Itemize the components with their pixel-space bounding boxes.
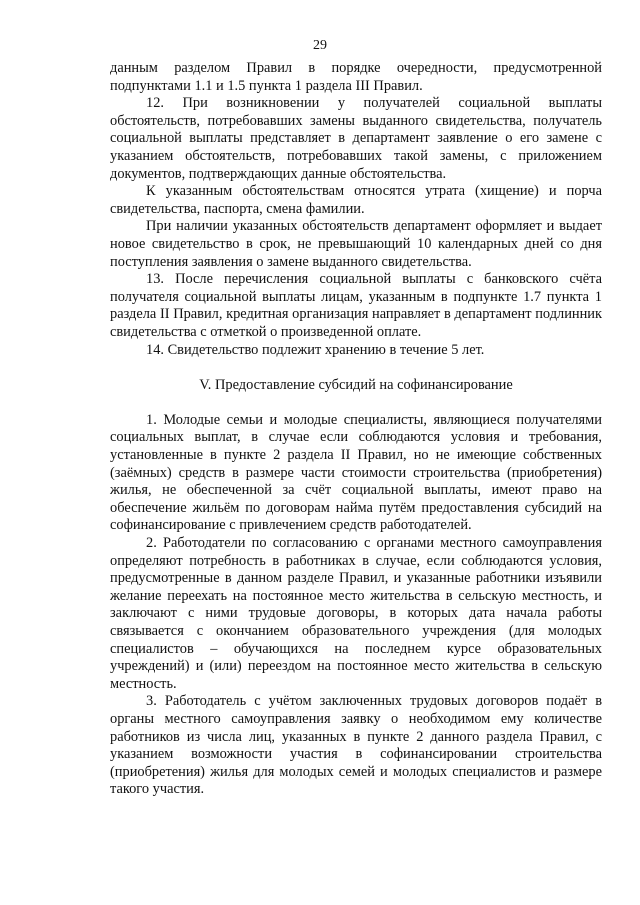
page-number: 29 (313, 38, 327, 53)
document-body (110, 60, 602, 799)
paragraph-12: 12. При возникновении у получателей социальной выплаты обстоятельств, потребовавших замены выданного свидетельства, получатель социальной выплаты представляет в департамент заявление о его замене с указанием обстоятельств, потребовавших такой замены, с приложением документов, подтверждающих данные обстоятельства. (110, 95, 602, 182)
top-paragraphs (110, 60, 602, 359)
spacer (110, 394, 602, 412)
paragraph-14: 14. Свидетельство подлежит хранению в течение 5 лет. (146, 341, 485, 358)
paragraph-circumstances: К указанным обстоятельствам относятся утрата (хищение) и порча свидетельства, паспорта, смена фамилии. (110, 183, 602, 217)
bottom-paragraphs (110, 412, 602, 799)
paragraph-v-3: 3. Работодатель с учётом заключенных трудовых договоров подаёт в органы местного самоуправления заявку о необходимом ему количестве работников из числа лиц, указанных в пункте 2 данного раздела Правил, с указанием возможности участия в софинансировании строительства (приобретения) жилья для молодых семей и молодых специалистов и размере такого участия. (110, 693, 602, 798)
paragraph-v-1: 1. Молодые семьи и молодые специалисты, являющиеся получателями социальных выплат, в случае если соблюдаются условия и требования, установленные в пункте 2 раздела II Правил, но не имеющие собственных (заёмных) средств в размере части стоимости строительства (приобретения) жилья, не обеспеченной за счёт социальной выплаты, имеют право на обеспечение жильём по договорам найма путём предоставления субсидий на софинансирование с привлечением средств работодателей. (110, 411, 602, 534)
paragraph-13: 13. После перечисления социальной выплаты с банковского счёта получателя социальной выплаты лицам, указанным в подпункте 1.7 пункта 1 раздела II Правил, кредитная организация направляет в департамент подлинник свидетельства с отметкой о произведенной оплате. (110, 271, 602, 340)
spacer (110, 359, 602, 377)
paragraph-new-certificate: При наличии указанных обстоятельств департамент оформляет и выдает новое свидетельство в срок, не превышающий 10 календарных дней со дня поступления заявления о замене выданного свидетельства. (110, 218, 602, 270)
paragraph-continuation: данным разделом Правил в порядке очередности, предусмотренной подпунктами 1.1 и 1.5 пункта 1 раздела III Правил. (110, 60, 602, 94)
paragraph-v-2: 2. Работодатели по согласованию с органами местного самоуправления определяют потребность в работниках в случае, если соблюдаются условия, предусмотренные в данном разделе Правил, и указанные работники изъявили желание переехать на постоянное место жительства в сельскую местность, и заключают с ними трудовые договоры, в которых дата начала работы связывается с окончанием образовательного учреждения (для молодых специалистов – обучающихся на последнем курсе образовательных учреждений) и (или) переездом на постоянное место жительства в сельскую местность. (110, 535, 602, 692)
section-heading: V. Предоставление субсидий на софинансирование (199, 376, 513, 393)
